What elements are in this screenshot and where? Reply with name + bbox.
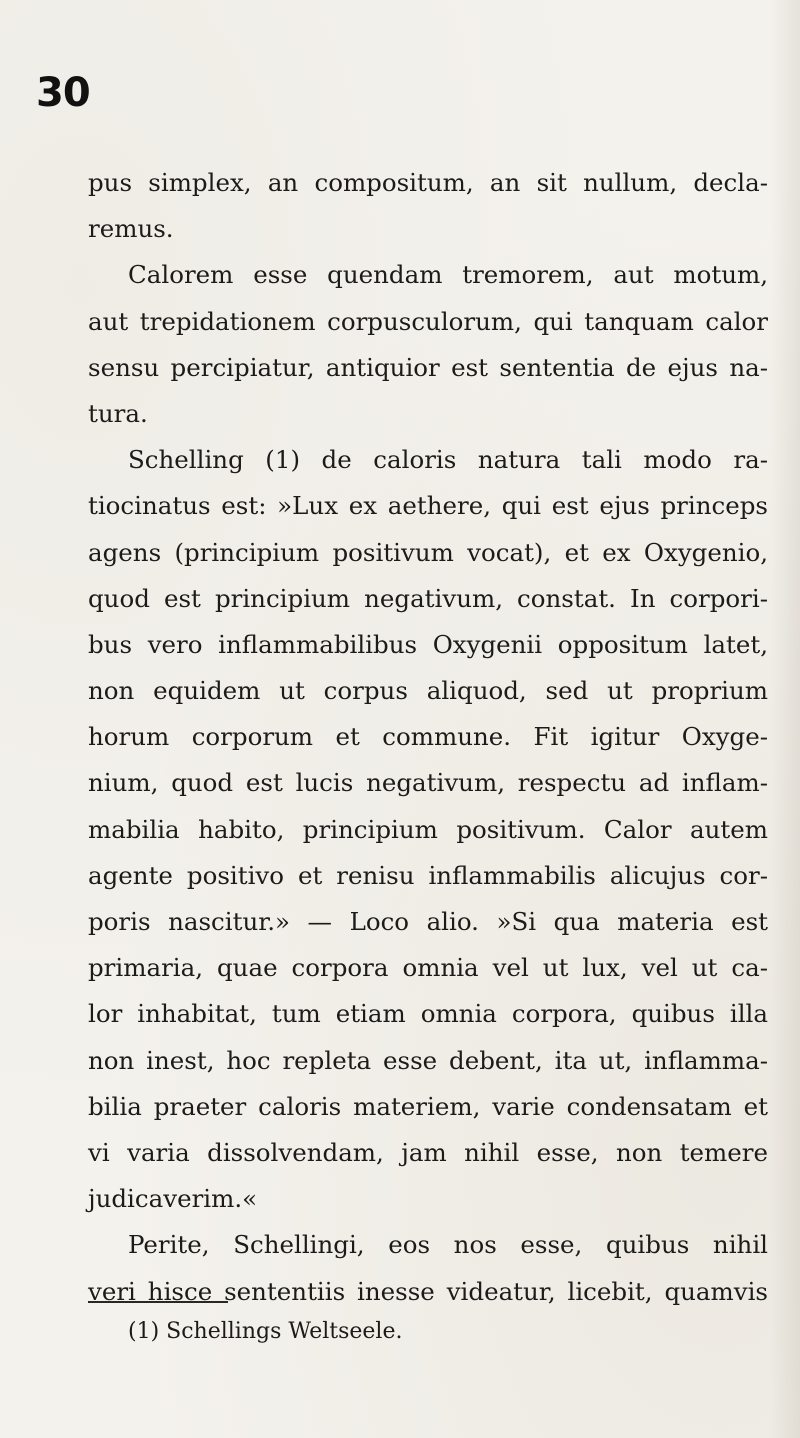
scan-edge-shadow bbox=[770, 0, 800, 1438]
text-line: bus vero inflammabilibus Oxygenii oppositum latet, bbox=[88, 629, 768, 659]
text-line: agens (principium positivum vocat), et ex Oxygenio, bbox=[88, 537, 768, 567]
text-line: non inest, hoc repleta esse debent, ita ut, inflamma- bbox=[88, 1045, 768, 1075]
text-line: horum corporum et commune. Fit igitur Oxyge- bbox=[88, 722, 768, 752]
text-line: primaria, quae corpora omnia vel ut lux, vel ut ca- bbox=[88, 953, 768, 983]
text-line: sensu percipiatur, antiquior est sententia de ejus na- bbox=[88, 352, 768, 382]
text-line: vi varia dissolvendam, jam nihil esse, non temere bbox=[88, 1137, 768, 1167]
text-line: non equidem ut corpus aliquod, sed ut proprium bbox=[88, 676, 768, 706]
text-line: agente positivo et renisu inflammabilis alicujus cor- bbox=[88, 860, 768, 890]
text-line: remus. bbox=[88, 214, 174, 244]
text-line: Perite, Schellingi, eos nos esse, quibus nihil bbox=[128, 1230, 768, 1260]
text-line: poris nascitur.» — Loco alio. »Si qua materia est bbox=[88, 907, 768, 936]
text-line: lor inhabitat, tum etiam omnia corpora, quibus illa bbox=[88, 999, 768, 1029]
text-line: nium, quod est lucis negativum, respectu ad inflam- bbox=[88, 768, 768, 798]
body-text bbox=[88, 160, 768, 1315]
text-line: pus simplex, an compositum, an sit nullum, decla- bbox=[88, 168, 768, 197]
text-line: Calorem esse quendam tremorem, aut motum, bbox=[128, 260, 768, 290]
text-line: Schelling (1) de caloris natura tali modo ra- bbox=[128, 445, 768, 475]
text-line: judicaverim.« bbox=[88, 1184, 258, 1214]
text-line: tura. bbox=[88, 398, 148, 428]
text-line: bilia praeter caloris materiem, varie condensatam et bbox=[88, 1091, 768, 1121]
footnote-divider bbox=[88, 1301, 228, 1303]
text-line: tiocinatus est: »Lux ex aethere, qui est ejus princeps bbox=[88, 491, 768, 521]
text-line: veri hisce sententiis inesse videatur, licebit, quamvis bbox=[88, 1276, 768, 1306]
text-line: aut trepidationem corpusculorum, qui tanquam calor bbox=[88, 306, 768, 336]
footnote: (1) Schellings Weltseele. bbox=[128, 1319, 403, 1344]
text-line: mabilia habito, principium positivum. Calor autem bbox=[88, 814, 768, 844]
page-number: 30 bbox=[36, 70, 90, 116]
text-line: quod est principium negativum, constat. In corpori- bbox=[88, 583, 768, 613]
